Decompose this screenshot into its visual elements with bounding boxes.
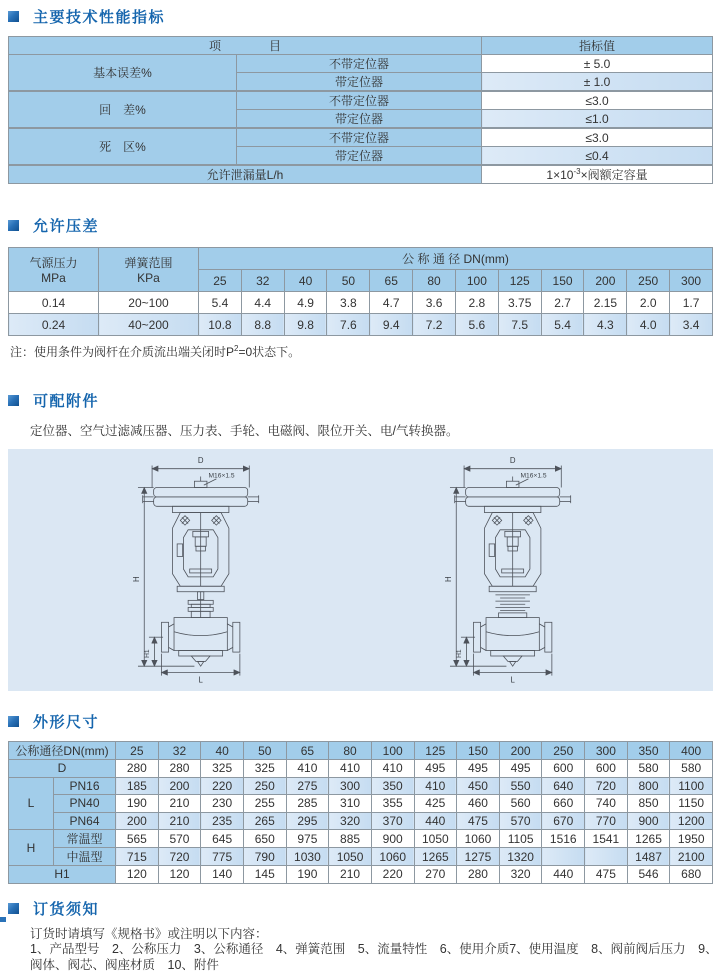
table-cell: 210 [158, 795, 201, 813]
table-header-row [9, 248, 713, 270]
table-cell: 900 [371, 830, 414, 848]
condition-cell: 带定位器 [237, 110, 482, 129]
table-cell: 235 [201, 812, 244, 830]
value-cell: ± 5.0 [482, 55, 713, 73]
table-cell: 320 [499, 866, 542, 884]
table-cell: 565 [116, 830, 159, 848]
table-cell: 80 [329, 742, 372, 760]
table-cell: 8.8 [241, 314, 284, 336]
bullet-icon [8, 395, 19, 406]
table-cell: 410 [329, 760, 372, 778]
table-cell: 4.3 [584, 314, 627, 336]
bullet-icon [8, 903, 19, 914]
table-row [9, 848, 713, 866]
table-cell: 190 [116, 795, 159, 813]
table-cell: 570 [499, 812, 542, 830]
table-cell: 410 [371, 760, 414, 778]
table-cell: 100 [455, 270, 498, 292]
table-cell: 200 [499, 742, 542, 760]
dim-label-l: L [510, 676, 515, 685]
table-cell: 495 [499, 760, 542, 778]
sub-label: PN16 [54, 777, 116, 795]
table-cell: 230 [201, 795, 244, 813]
table-cell: 280 [457, 866, 500, 884]
spring-cell: 40~200 [99, 314, 199, 336]
table-cell: 790 [243, 848, 286, 866]
table-cell: 220 [201, 777, 244, 795]
condition-cell: 带定位器 [237, 73, 482, 92]
ordering-line1: 订货时请填写《规格书》或注明以下内容： [30, 927, 720, 943]
table-cell: 1.7 [670, 292, 713, 314]
dim-label-d: D [197, 456, 203, 465]
table-row [9, 55, 713, 73]
table-cell: 280 [158, 760, 201, 778]
table-cell: 410 [286, 760, 329, 778]
leakage-label: 允许泄漏量L/h [9, 165, 482, 184]
corner-header: 公称通径DN(mm) [9, 742, 116, 760]
leakage-suffix: ×阀额定容量 [581, 168, 648, 182]
table-cell: 25 [116, 742, 159, 760]
table-cell: 1105 [499, 830, 542, 848]
table-cell: 40 [201, 742, 244, 760]
table-cell: 32 [241, 270, 284, 292]
note-suffix: =0状态下。 [238, 345, 300, 359]
table-cell: 475 [585, 866, 628, 884]
table-cell: 670 [542, 812, 585, 830]
table-cell: 775 [201, 848, 244, 866]
table-cell: 600 [542, 760, 585, 778]
table-cell: 265 [243, 812, 286, 830]
table-cell: 1050 [414, 830, 457, 848]
table-cell: 4.0 [627, 314, 670, 336]
table-cell: 325 [201, 760, 244, 778]
table-cell [585, 848, 628, 866]
table-cell: 100 [371, 742, 414, 760]
table-cell: 770 [585, 812, 628, 830]
row-label: L [9, 777, 54, 830]
table-cell: 310 [329, 795, 372, 813]
sub-label: PN40 [54, 795, 116, 813]
table-row [9, 165, 713, 184]
condition-cell: 带定位器 [237, 147, 482, 166]
table-cell: 715 [116, 848, 159, 866]
table-cell: 560 [499, 795, 542, 813]
section-pressure-title [8, 215, 713, 235]
pressure-cell: 0.14 [9, 292, 99, 314]
table-row [9, 314, 713, 336]
table-cell: 50 [243, 742, 286, 760]
value-cell: ≤0.4 [482, 147, 713, 166]
sub-label: PN64 [54, 812, 116, 830]
table-cell: 720 [585, 777, 628, 795]
table-header-row [9, 37, 713, 55]
table-cell: 580 [627, 760, 670, 778]
table-cell: 350 [627, 742, 670, 760]
table-cell: 210 [329, 866, 372, 884]
table-cell: 1265 [627, 830, 670, 848]
spring-cell: 20~100 [99, 292, 199, 314]
table-cell: 1541 [585, 830, 628, 848]
value-cell: ≤1.0 [482, 110, 713, 129]
table-cell: 1060 [371, 848, 414, 866]
air-pressure-header [9, 248, 99, 292]
table-row [9, 292, 713, 314]
table-cell: 600 [585, 760, 628, 778]
section-ordering-title [8, 899, 713, 919]
dim-label-h: H [443, 576, 452, 582]
table-cell: 475 [457, 812, 500, 830]
table-cell: 295 [286, 812, 329, 830]
table-row [9, 866, 713, 884]
section-title-text: 主要技术性能指标 [33, 6, 165, 27]
section-performance-title [8, 6, 713, 26]
table-cell: 300 [670, 270, 713, 292]
table-cell: 350 [371, 777, 414, 795]
header-value: 指标值 [482, 37, 713, 55]
spring-range-header [99, 248, 199, 292]
table-cell: 410 [414, 777, 457, 795]
table-row [9, 91, 713, 110]
value-cell: ≤3.0 [482, 128, 713, 147]
table-cell: 255 [243, 795, 286, 813]
table-cell: 325 [243, 760, 286, 778]
table-cell: 570 [158, 830, 201, 848]
table-cell: 3.4 [670, 314, 713, 336]
table-cell: 50 [327, 270, 370, 292]
table-cell: 7.2 [413, 314, 456, 336]
table-cell: 190 [286, 866, 329, 884]
valve-diagram-standard [70, 453, 300, 685]
table-cell: 355 [371, 795, 414, 813]
table-cell: 65 [286, 742, 329, 760]
table-cell: 120 [158, 866, 201, 884]
table-cell: 2100 [670, 848, 713, 866]
table-row [9, 760, 713, 778]
table-cell: 1275 [457, 848, 500, 866]
condition-cell: 不带定位器 [237, 55, 482, 73]
table-cell: 440 [414, 812, 457, 830]
dimensions-table [8, 741, 713, 884]
leakage-base: 1×10 [546, 168, 573, 182]
table-cell: 275 [286, 777, 329, 795]
accessories-text: 定位器、空气过滤减压器、压力表、手轮、电磁阀、限位开关、电/气转换器。 [30, 421, 713, 439]
section-title-text: 允许压差 [33, 215, 99, 236]
section-title-text: 订货须知 [33, 898, 99, 919]
table-cell: 2.8 [455, 292, 498, 314]
table-cell: 1150 [670, 795, 713, 813]
note-prefix: 注：使用条件为阀杆在介质流出端关闭时P [10, 345, 234, 359]
table-cell: 640 [542, 777, 585, 795]
header-line: 弹簧范围 [99, 254, 198, 271]
table-cell: 900 [627, 812, 670, 830]
table-cell: 460 [457, 795, 500, 813]
sub-label: 常温型 [54, 830, 116, 848]
table-cell: 4.7 [370, 292, 413, 314]
table-cell: 300 [585, 742, 628, 760]
table-cell: 660 [542, 795, 585, 813]
value-cell: ± 1.0 [482, 73, 713, 92]
table-cell: 320 [329, 812, 372, 830]
table-cell: 300 [329, 777, 372, 795]
note-sup: 2 [234, 344, 238, 353]
table-cell: 7.6 [327, 314, 370, 336]
table-cell: 5.4 [541, 314, 584, 336]
table-cell: 885 [329, 830, 372, 848]
pressure-cell: 0.24 [9, 314, 99, 336]
table-cell: 645 [201, 830, 244, 848]
table-row [9, 795, 713, 813]
table-cell: 400 [670, 742, 713, 760]
ordering-text [30, 927, 720, 973]
table-cell: 65 [370, 270, 413, 292]
table-cell: 495 [457, 760, 500, 778]
table-cell: 9.4 [370, 314, 413, 336]
valve-diagram-bellows [382, 453, 612, 685]
table-cell: 2.0 [627, 292, 670, 314]
table-cell: 370 [371, 812, 414, 830]
table-cell: 440 [542, 866, 585, 884]
table-cell: 3.75 [498, 292, 541, 314]
table-row [9, 777, 713, 795]
header-item: 项 目 [9, 37, 482, 55]
table-cell: 850 [627, 795, 670, 813]
table-cell: 1200 [670, 812, 713, 830]
table-cell: 1100 [670, 777, 713, 795]
table-cell: 5.4 [199, 292, 242, 314]
table-cell: 720 [158, 848, 201, 866]
section-title-text: 外形尺寸 [33, 711, 99, 732]
table-row [9, 830, 713, 848]
ordering-line2: 1、产品型号 2、公称压力 3、公称通径 4、弹簧范围 5、流量特性 6、使用介质7、使用温度 8、阀前阀后压力 9、阀体、阀芯、阀座材质 10、附件 [30, 942, 720, 973]
section-dimensions-title [8, 711, 713, 731]
table-cell: 125 [498, 270, 541, 292]
table-cell: 680 [670, 866, 713, 884]
table-cell: 10.8 [199, 314, 242, 336]
table-cell: 1265 [414, 848, 457, 866]
table-cell: 7.5 [498, 314, 541, 336]
table-cell: 495 [414, 760, 457, 778]
table-cell: 185 [116, 777, 159, 795]
leakage-value [482, 165, 713, 184]
table-cell: 1050 [329, 848, 372, 866]
bullet-icon [8, 11, 19, 22]
group-label: 基本误差% [9, 55, 237, 92]
table-cell: 140 [201, 866, 244, 884]
condition-cell: 不带定位器 [237, 128, 482, 147]
valve-diagrams-panel [8, 449, 713, 691]
table-cell: 1950 [670, 830, 713, 848]
dim-label-h1: H1 [143, 649, 150, 658]
table-cell: 450 [457, 777, 500, 795]
table-cell: 425 [414, 795, 457, 813]
table-cell: 800 [627, 777, 670, 795]
table-cell: 580 [670, 760, 713, 778]
table-cell: 4.4 [241, 292, 284, 314]
group-label: 死 区% [9, 128, 237, 165]
table-cell: 220 [371, 866, 414, 884]
table-cell: 250 [542, 742, 585, 760]
header-line: 气源压力 [9, 254, 98, 271]
table-row [9, 812, 713, 830]
table-cell: 546 [627, 866, 670, 884]
value-cell: ≤3.0 [482, 91, 713, 110]
dim-label-h1: H1 [455, 649, 462, 658]
table-cell: 9.8 [284, 314, 327, 336]
table-cell: 40 [284, 270, 327, 292]
table-row [9, 128, 713, 147]
table-cell: 150 [457, 742, 500, 760]
thread-label: M16×1.5 [520, 472, 546, 479]
table-cell: 5.6 [455, 314, 498, 336]
sub-label: 中温型 [54, 848, 116, 866]
table-cell: 280 [116, 760, 159, 778]
table-cell: 3.6 [413, 292, 456, 314]
table-cell: 32 [158, 742, 201, 760]
table-cell: 200 [158, 777, 201, 795]
table-cell: 650 [243, 830, 286, 848]
table-cell: 1487 [627, 848, 670, 866]
condition-cell: 不带定位器 [237, 91, 482, 110]
section-title-text: 可配附件 [33, 390, 99, 411]
table-cell: 145 [243, 866, 286, 884]
dim-label-l: L [198, 676, 203, 685]
table-cell: 4.9 [284, 292, 327, 314]
table-cell: 125 [414, 742, 457, 760]
table-cell: 3.8 [327, 292, 370, 314]
row-label: H [9, 830, 54, 866]
performance-table [8, 36, 713, 184]
table-cell: 150 [541, 270, 584, 292]
table-cell: 975 [286, 830, 329, 848]
table-cell: 2.15 [584, 292, 627, 314]
dim-label-h: H [131, 576, 140, 582]
row-label: H1 [9, 866, 116, 884]
table-cell: 25 [199, 270, 242, 292]
table-cell: 550 [499, 777, 542, 795]
dn-header: 公 称 通 径 DN(mm) [199, 248, 713, 270]
table-cell: 270 [414, 866, 457, 884]
dim-label-d: D [509, 456, 515, 465]
bullet-icon [8, 220, 19, 231]
table-cell: 200 [116, 812, 159, 830]
table-cell: 120 [116, 866, 159, 884]
table-cell: 250 [243, 777, 286, 795]
table-cell: 285 [286, 795, 329, 813]
row-label: D [9, 760, 116, 778]
table-header-row [9, 742, 713, 760]
table-cell [542, 848, 585, 866]
table-cell: 80 [413, 270, 456, 292]
table-cell: 1320 [499, 848, 542, 866]
pressure-note [10, 343, 713, 360]
table-cell: 1060 [457, 830, 500, 848]
table-cell: 1030 [286, 848, 329, 866]
table-cell: 1516 [542, 830, 585, 848]
pressure-table [8, 247, 713, 336]
thread-label: M16×1.5 [208, 472, 234, 479]
table-cell: 210 [158, 812, 201, 830]
leakage-exp: -3 [573, 167, 580, 176]
bullet-icon [8, 716, 19, 727]
table-cell: 740 [585, 795, 628, 813]
table-cell: 200 [584, 270, 627, 292]
group-label: 回 差% [9, 91, 237, 128]
page-corner-mark [0, 917, 6, 922]
header-line: KPa [99, 271, 198, 285]
header-line: MPa [9, 271, 98, 285]
table-cell: 250 [627, 270, 670, 292]
table-cell: 2.7 [541, 292, 584, 314]
section-accessories-title [8, 390, 713, 410]
